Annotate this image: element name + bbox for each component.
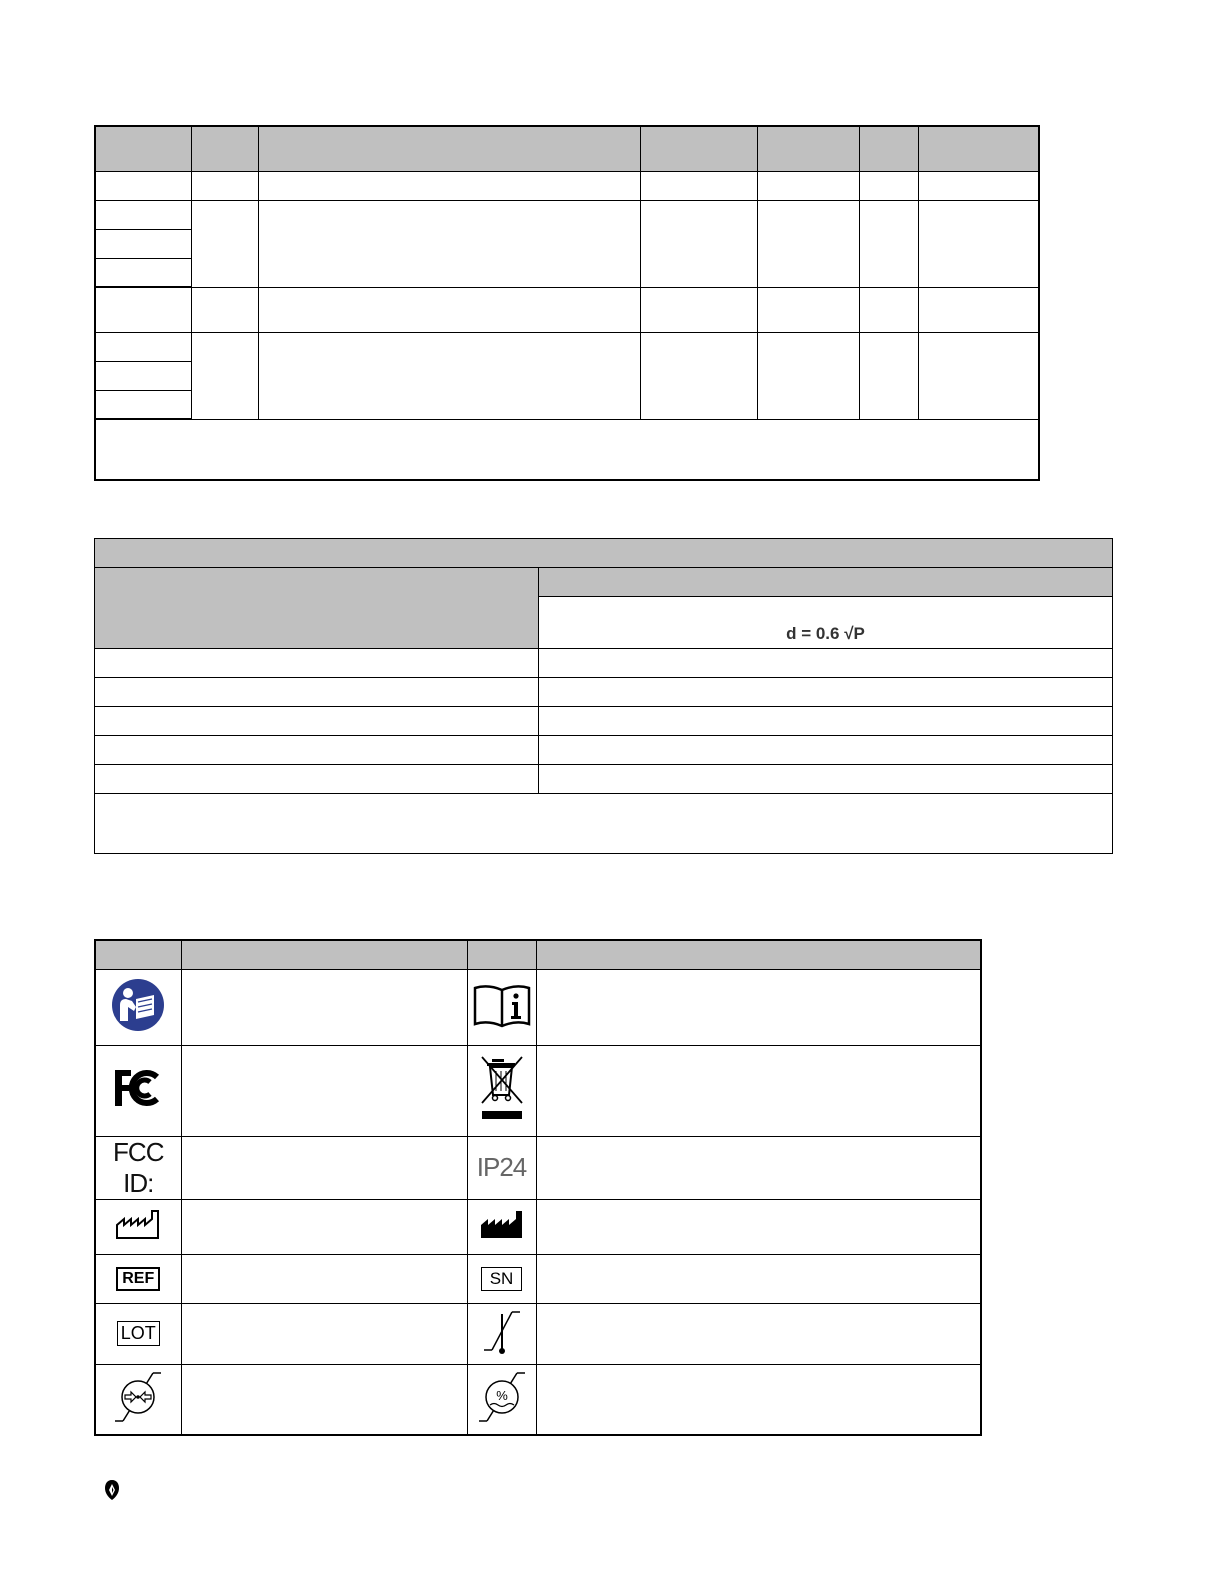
table-cell <box>95 678 539 707</box>
header-cell <box>95 568 539 649</box>
fcc-id-label: FCC ID: <box>113 1136 164 1198</box>
separation-formula: d = 0.6 √P <box>786 624 865 643</box>
header-cell <box>95 940 181 969</box>
symbol-description <box>536 1254 981 1303</box>
table-cell <box>191 287 258 332</box>
header-cell <box>918 126 1039 171</box>
header-cell <box>181 940 467 969</box>
table-cell <box>258 332 640 419</box>
table-cell <box>918 171 1039 200</box>
symbol-cell <box>467 1199 536 1254</box>
temperature-limit-icon <box>482 1306 522 1356</box>
table-cell <box>918 287 1039 332</box>
table-note-cell <box>95 794 1113 854</box>
table-cell <box>191 200 258 287</box>
table-cell <box>539 765 1113 794</box>
table-note-cell <box>95 419 1039 480</box>
specification-table <box>94 125 1040 481</box>
table-cell <box>859 171 918 200</box>
table-cell <box>95 200 191 229</box>
table-cell <box>191 332 258 419</box>
symbol-description <box>536 1303 981 1364</box>
table-cell <box>258 287 640 332</box>
symbol-description <box>181 1303 467 1364</box>
symbol-cell <box>467 1254 536 1303</box>
symbol-cell <box>95 969 181 1045</box>
symbol-description <box>536 1045 981 1136</box>
header-cell <box>191 126 258 171</box>
table-cell <box>640 200 757 287</box>
table-cell <box>258 171 640 200</box>
serial-number-icon: SN <box>481 1267 523 1291</box>
table-cell <box>95 287 191 332</box>
table-cell <box>757 287 859 332</box>
symbol-description <box>181 1254 467 1303</box>
formula-cell <box>539 597 1113 649</box>
table-cell <box>95 171 191 200</box>
symbol-cell <box>95 1303 181 1364</box>
header-cell <box>258 126 640 171</box>
symbol-cell <box>95 1199 181 1254</box>
table-cell <box>640 287 757 332</box>
humidity-percent-glyph: % <box>495 1387 508 1403</box>
table-cell <box>95 707 539 736</box>
table-cell <box>539 649 1113 678</box>
table-cell <box>95 229 191 258</box>
symbol-cell <box>467 1364 536 1435</box>
table-cell <box>859 200 918 287</box>
header-cell <box>467 940 536 969</box>
header-cell <box>95 126 191 171</box>
table-cell <box>757 332 859 419</box>
ref-catalog-icon: REF <box>116 1267 160 1291</box>
date-of-manufacture-icon <box>114 1207 162 1241</box>
follow-instructions-icon <box>110 977 166 1033</box>
header-cell <box>757 126 859 171</box>
table-cell <box>95 736 539 765</box>
table-cell <box>539 707 1113 736</box>
table-cell <box>859 287 918 332</box>
table-cell <box>95 649 539 678</box>
fcc-logo-icon <box>113 1068 163 1108</box>
table-cell <box>539 736 1113 765</box>
header-cell <box>536 940 981 969</box>
symbol-cell <box>95 1364 181 1435</box>
table-title-cell <box>95 539 1113 568</box>
table-cell <box>95 258 191 287</box>
table-cell <box>640 332 757 419</box>
table-cell <box>757 200 859 287</box>
table-cell <box>918 332 1039 419</box>
table-cell <box>640 171 757 200</box>
lot-number-icon: LOT <box>117 1321 160 1346</box>
symbol-description <box>536 1136 981 1199</box>
table-cell <box>539 678 1113 707</box>
table-cell <box>918 200 1039 287</box>
separation-distance-table <box>94 538 1113 854</box>
company-logo-icon <box>104 1478 120 1502</box>
ip-rating-label: IP24 <box>476 1152 527 1182</box>
symbol-description <box>536 969 981 1045</box>
symbol-description <box>181 1045 467 1136</box>
header-cell <box>859 126 918 171</box>
table-cell <box>757 171 859 200</box>
symbol-cell <box>467 969 536 1045</box>
consult-instructions-icon <box>472 982 532 1028</box>
symbol-cell <box>95 1136 181 1199</box>
symbol-cell <box>95 1254 181 1303</box>
symbol-description <box>536 1199 981 1254</box>
table-cell <box>95 390 191 419</box>
humidity-limit-icon <box>477 1369 527 1425</box>
symbol-cell <box>95 1045 181 1136</box>
table-cell <box>95 361 191 390</box>
weee-crossed-bin-icon <box>478 1053 526 1123</box>
symbol-description <box>181 1136 467 1199</box>
symbol-cell <box>467 1045 536 1136</box>
symbols-table <box>94 939 982 1436</box>
symbol-cell <box>467 1303 536 1364</box>
pressure-limit-icon <box>113 1369 163 1425</box>
symbol-description <box>181 1199 467 1254</box>
header-cell <box>539 568 1113 597</box>
symbol-description <box>181 1364 467 1435</box>
table-cell <box>191 171 258 200</box>
table-cell <box>95 765 539 794</box>
header-cell <box>640 126 757 171</box>
symbol-description <box>536 1364 981 1435</box>
symbol-cell <box>467 1136 536 1199</box>
table-cell <box>95 332 191 361</box>
table-cell <box>859 332 918 419</box>
manufacturer-icon <box>478 1207 526 1241</box>
table-cell <box>258 200 640 287</box>
symbol-description <box>181 969 467 1045</box>
